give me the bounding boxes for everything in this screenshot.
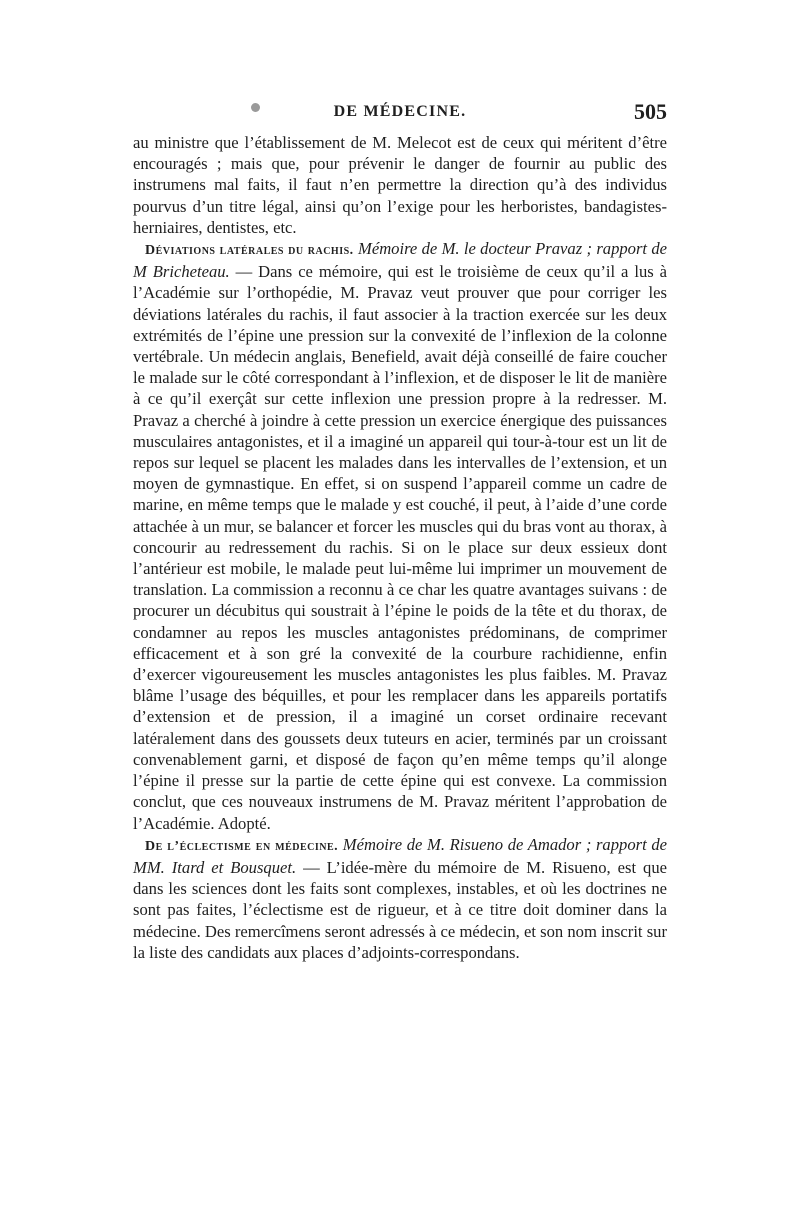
running-head: DE MÉDECINE. (333, 103, 467, 120)
section-title-deviations: Mémoire de M. le docteur Pravaz ; rapport de M Bricheteau. (133, 239, 668, 282)
paragraph-eclectisme (133, 834, 667, 963)
section-heading-deviations: Déviations latérales du rachis. (145, 243, 354, 259)
section-text-eclectisme: — L’idée-mère du mémoire de M. Risueno, est que dans les sciences dont les faits sont complexes, instables, et où les doctrines ne sont pas faites, l’éclectisme est de rigueur, et à ce titre doit dominer dans la médecine. Des remercîmens seront adressés à ce médecin, et son nom inscrit sur la liste des candidats aux places d’adjoints-correspondans. (133, 857, 667, 962)
paragraph-deviations (133, 238, 667, 834)
page-header (133, 97, 667, 127)
section-text-deviations: — Dans ce mémoire, qui est le troisième de ceux qu’il a lus à l’Académie sur l’orthopédie, M. Pravaz veut prouver que pour corriger les déviations latérales du rachis, il faut associer à la traction exercée sur les deux extrémités de l’épine une pression sur la convexité de l’inflexion de la colonne vertébrale. Un médecin anglais, Benefield, avait déjà conseillé de faire coucher le malade sur le côté correspondant à l’inflexion, et de disposer le lit de manière à ce qu’il exerçât sur cette inflexion une pression propre à la redresser. M. Pravaz a cherché à joindre à cette pression un exercice énergique des puissances musculaires antagonistes, et il a imaginé un appareil qui tour-à-tour est un lit de repos sur lequel se placent les malades dans les intervalles de l’extension, et un moyen de gymnastique. En effet, si on suspend l’appareil comme un cadre de marine, en même temps que le malade y est couché, il peut, à l’aide d’une corde attachée à un mur, se balancer et forcer les muscles qui du bras vont au thorax, à concourir au redressement du rachis. Si on le place sur deux essieux dont l’antérieur est mobile, le malade peut lui-même lui imprimer un mouvement de translation. La commission a reconnu à ce char les quatre avantages suivans : de procurer un décubitus qui soustrait à l’épine le poids de la tête et du thorax, de condamner au repos les muscles antagonistes prédominans, de comprimer efficacement et à son gré la convexité de la courbure rachidienne, enfin d’exercer vigoureusement les muscles antagonistes les plus faibles. M. Pravaz blâme l’usage des béquilles, et pour les remplacer dans les appareils portatifs d’extension et de pression, il a imaginé un corset ordinaire recevant latéralement dans des goussets deux tuteurs en acier, terminés par un croissant convenablement garni, et disposé de façon qu’en même temps qu’il alonge l’épine il presse sur la partie de cette épine qui est convexe. La commission conclut, que ces nouveaux instrumens de M. Pravaz méritent l’approbation de l’Académie. Adopté. (133, 262, 668, 833)
section-title-eclectisme: Mémoire de M. Risueno de Amador ; rapport de MM. Itard et Bousquet. (133, 834, 667, 877)
main-text (133, 132, 667, 963)
section-heading-eclectisme: De l’éclectisme en médecine. (145, 838, 339, 854)
paragraph-continuation: au ministre que l’établissement de M. Melecot est de ceux qui méritent d’être encouragés ; mais que, pour prévenir le danger de fournir au public des instrumens mal faits, il faut n’en permettre la direction qu’à des individus pourvus d’un titre légal, ainsi qu’on l’exige pour les herboristes, bandagistes-herniaires, dentistes, etc. (133, 133, 667, 237)
page-number: 505 (634, 99, 667, 124)
